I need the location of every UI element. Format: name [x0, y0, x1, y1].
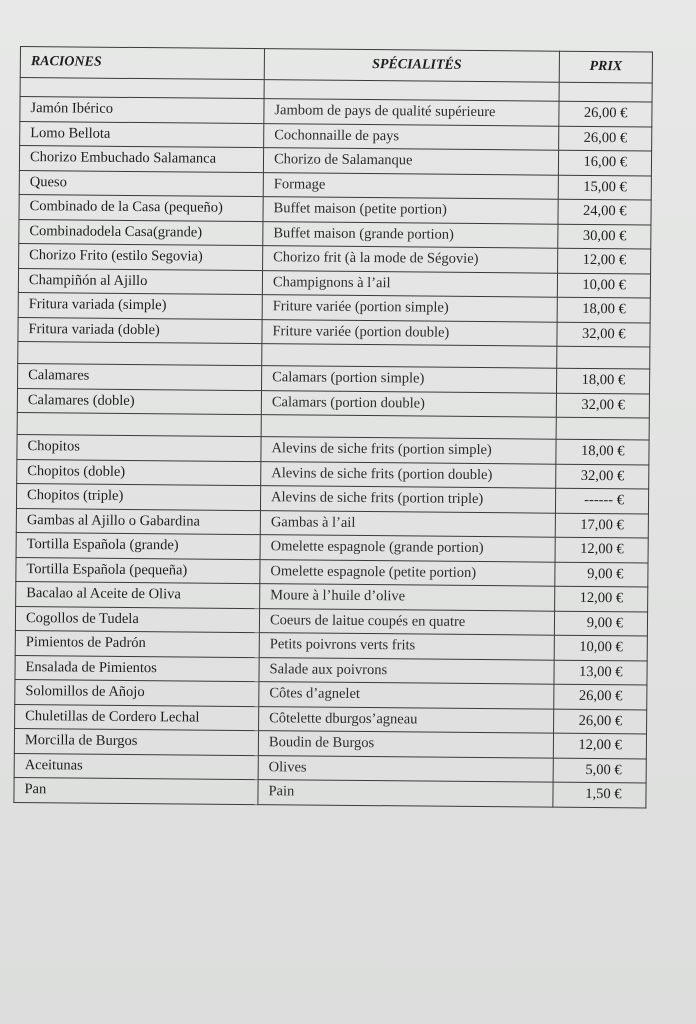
price: 24,00 € — [558, 199, 651, 224]
spanish-name: Combinadodela Casa(grande) — [19, 219, 263, 246]
specialites-header: SPÉCIALITÉS — [264, 49, 559, 83]
price: 30,00 € — [558, 224, 651, 249]
spanish-name: Fritura variada (simple) — [18, 292, 262, 319]
prix-header: PRIX — [559, 51, 652, 83]
french-name: Côtes d’agnelet — [259, 682, 554, 709]
spanish-name: Chuletillas de Cordero Lechal — [15, 704, 259, 731]
french-name: Jambom de pays de qualité supérieure — [264, 99, 559, 126]
price: 32,00 € — [556, 393, 649, 418]
spanish-name: Chorizo Embuchado Salamanca — [19, 146, 263, 173]
french-name: Olives — [258, 755, 553, 782]
spanish-name: Solomillos de Añojo — [15, 679, 259, 706]
price: 10,00 € — [554, 635, 647, 660]
french-name: Friture variée (portion simple) — [262, 295, 557, 322]
spanish-name: Chorizo Frito (estilo Segovia) — [19, 243, 263, 270]
french-name: Champignons à l’ail — [262, 270, 557, 297]
price: 26,00 € — [559, 101, 652, 126]
spanish-name: Aceitunas — [14, 753, 258, 780]
price: 26,00 € — [554, 684, 647, 709]
french-name: Calamars (portion simple) — [262, 366, 557, 393]
price: 12,00 € — [558, 248, 651, 273]
price: 15,00 € — [558, 175, 651, 200]
spanish-name: Queso — [19, 170, 263, 197]
spanish-name: Jamón Ibérico — [20, 97, 264, 124]
french-name: Salade aux poivrons — [259, 657, 554, 684]
french-name: Chorizo de Salamanque — [263, 148, 558, 175]
price: 13,00 € — [554, 660, 647, 685]
price: 26,00 € — [559, 126, 652, 151]
french-name: Alevins de siche frits (portion triple) — [260, 486, 555, 513]
spanish-name: Combinado de la Casa (pequeño) — [19, 194, 263, 221]
french-name: Petits poivrons verts frits — [259, 633, 554, 660]
french-name: Pain — [258, 780, 553, 807]
french-name: Alevins de siche frits (portion double) — [261, 461, 556, 488]
french-name: Coeurs de laitue coupés en quatre — [259, 608, 554, 635]
spanish-name: Morcilla de Burgos — [14, 728, 258, 755]
french-name: Formage — [263, 172, 558, 199]
french-name: Buffet maison (petite portion) — [263, 197, 558, 224]
french-name: Boudin de Burgos — [258, 731, 553, 758]
french-name: Gambas à l’ail — [260, 510, 555, 537]
spanish-name: Calamares (doble) — [17, 388, 261, 415]
spanish-name: Ensalada de Pimientos — [15, 655, 259, 682]
price: 9,00 € — [554, 611, 647, 636]
price: 26,00 € — [554, 709, 647, 734]
raciones-header: RACIONES — [20, 47, 264, 80]
french-name: Alevins de siche frits (portion simple) — [261, 437, 556, 464]
spanish-name: Fritura variada (doble) — [18, 317, 262, 344]
spanish-name: Tortilla Española (grande) — [16, 532, 260, 559]
price: 18,00 € — [557, 297, 650, 322]
french-name: Moure à l’huile d’olive — [260, 584, 555, 611]
price: 12,00 € — [555, 586, 648, 611]
spanish-name: Pan — [14, 777, 258, 804]
spanish-name: Lomo Bellota — [20, 121, 264, 148]
price: 9,00 € — [555, 562, 648, 587]
table-row — [14, 777, 646, 807]
spanish-name: Bacalao al Aceite de Oliva — [16, 581, 260, 608]
french-name: Omelette espagnole (grande portion) — [260, 535, 555, 562]
price: ------ € — [555, 488, 648, 513]
price: 18,00 € — [556, 439, 649, 464]
price: 18,00 € — [556, 368, 649, 393]
spanish-name: Cogollos de Tudela — [15, 606, 259, 633]
price: 32,00 € — [556, 464, 649, 489]
spanish-name: Calamares — [18, 363, 262, 390]
price: 32,00 € — [557, 322, 650, 347]
french-name: Friture variée (portion double) — [262, 319, 557, 346]
spanish-name: Chopitos (triple) — [16, 483, 260, 510]
french-name: Cochonnaille de pays — [264, 123, 559, 150]
french-name: Buffet maison (grande portion) — [263, 221, 558, 248]
spanish-name: Chopitos — [17, 434, 261, 461]
spanish-name: Tortilla Española (pequeña) — [16, 557, 260, 584]
spanish-name: Champiñón al Ajillo — [18, 268, 262, 295]
french-name: Chorizo frit (à la mode de Ségovie) — [263, 246, 558, 273]
spanish-name: Gambas al Ajillo o Gabardina — [16, 508, 260, 535]
menu-table — [13, 46, 653, 808]
price: 1,50 € — [553, 782, 646, 807]
price: 17,00 € — [555, 513, 648, 538]
price: 12,00 € — [553, 733, 646, 758]
price: 10,00 € — [557, 273, 650, 298]
french-name: Calamars (portion double) — [261, 390, 556, 417]
spanish-name: Pimientos de Padrón — [15, 630, 259, 657]
price: 5,00 € — [553, 758, 646, 783]
french-name: Omelette espagnole (petite portion) — [260, 559, 555, 586]
price: 12,00 € — [555, 537, 648, 562]
spanish-name: Chopitos (doble) — [17, 459, 261, 486]
price: 16,00 € — [558, 150, 651, 175]
french-name: Côtelette dburgos’agneau — [259, 706, 554, 733]
